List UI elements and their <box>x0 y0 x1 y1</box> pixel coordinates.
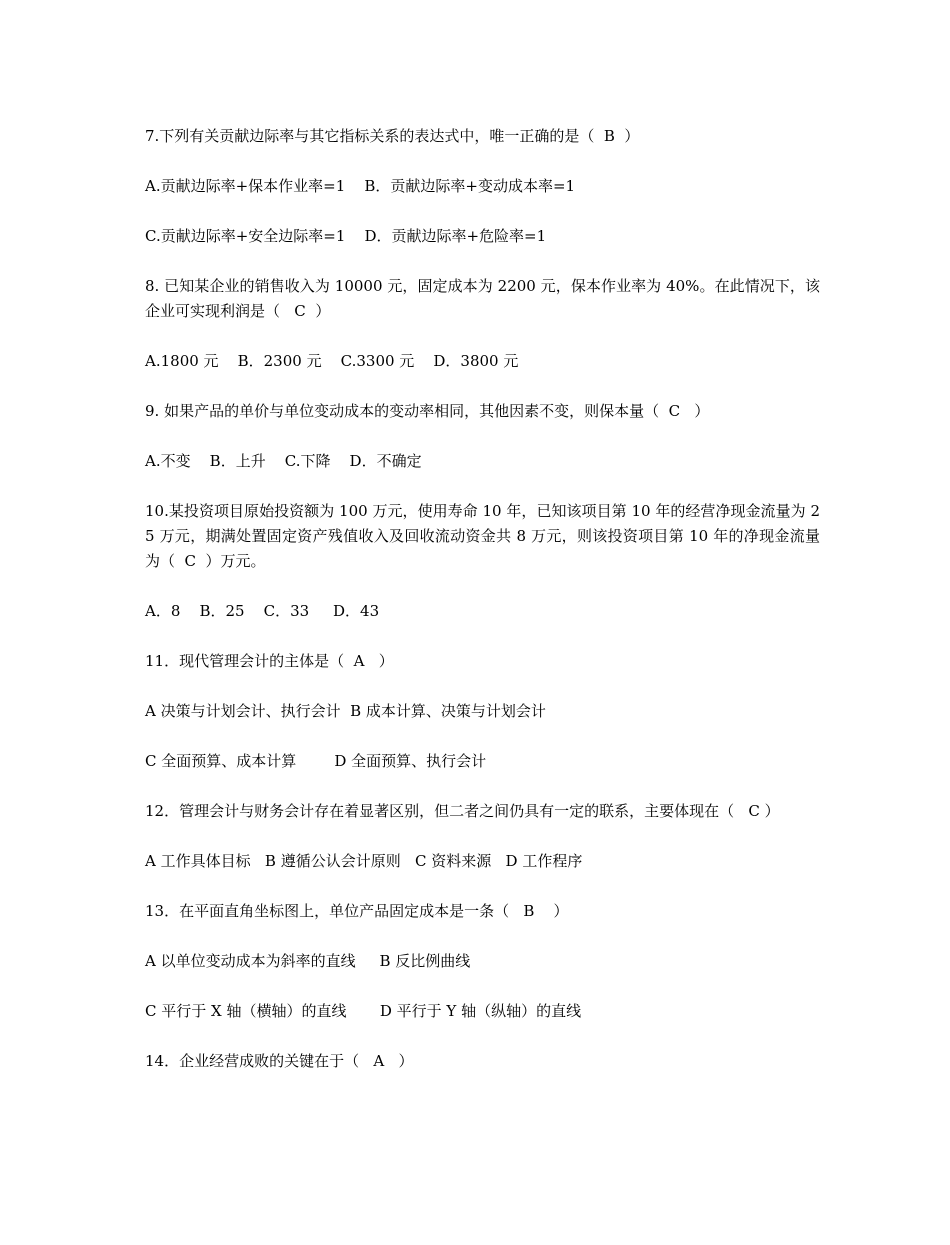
question-7-options-cd: C.贡献边际率+安全边际率=1 D．贡献边际率+危险率=1 <box>145 227 547 245</box>
question-10-options: A．8 B．25 C．33 D．43 <box>145 602 380 620</box>
question-12-options: A 工作具体目标 B 遵循公认会计原则 C 资料来源 D 工作程序 <box>145 852 583 870</box>
question-7-options-ab: A.贡献边际率+保本作业率=1 B．贡献边际率+变动成本率=1 <box>145 177 576 195</box>
question-7: 7.下列有关贡献边际率与其它指标关系的表达式中，唯一正确的是（ B ） <box>145 127 640 145</box>
question-8-options: A.1800 元 B．2300 元 C.3300 元 D．3800 元 <box>145 352 519 370</box>
document-body <box>145 124 820 1099</box>
question-9-options: A.不变 B．上升 C.下降 D．不确定 <box>145 452 422 470</box>
question-12: 12．管理会计与财务会计存在着显著区别，但二者之间仍具有一定的联系，主要体现在（ C ） <box>145 802 780 820</box>
question-11-options-ab: A 决策与计划会计、执行会计 B 成本计算、决策与计划会计 <box>145 702 546 720</box>
question-13-options-ab: A 以单位变动成本为斜率的直线 B 反比例曲线 <box>145 952 471 970</box>
question-13: 13．在平面直角坐标图上，单位产品固定成本是一条（ B ） <box>145 902 569 920</box>
question-11-options-cd: C 全面预算、成本计算 D 全面预算、执行会计 <box>145 752 487 770</box>
question-11: 11．现代管理会计的主体是（ A ） <box>145 652 394 670</box>
question-13-options-cd: C 平行于 X 轴（横轴）的直线 D 平行于 Y 轴（纵轴）的直线 <box>145 1002 582 1020</box>
question-9: 9. 如果产品的单价与单位变动成本的变动率相同，其他因素不变，则保本量（ C ） <box>145 402 710 420</box>
question-10: 10.某投资项目原始投资额为 100 万元，使用寿命 10 年，已知该项目第 10 年的经营净现金流量为 25 万元，期满处置固定资产残值收入及回收流动资金共 8 万元，则该投资项目第 10 年的净现金流量为（ C ）万元。 <box>145 502 820 570</box>
question-8: 8. 已知某企业的销售收入为 10000 元，固定成本为 2200 元，保本作业率为 40%。在此情况下，该企业可实现利润是（ C ） <box>145 277 820 320</box>
question-14: 14．企业经营成败的关键在于（ A ） <box>145 1052 414 1070</box>
